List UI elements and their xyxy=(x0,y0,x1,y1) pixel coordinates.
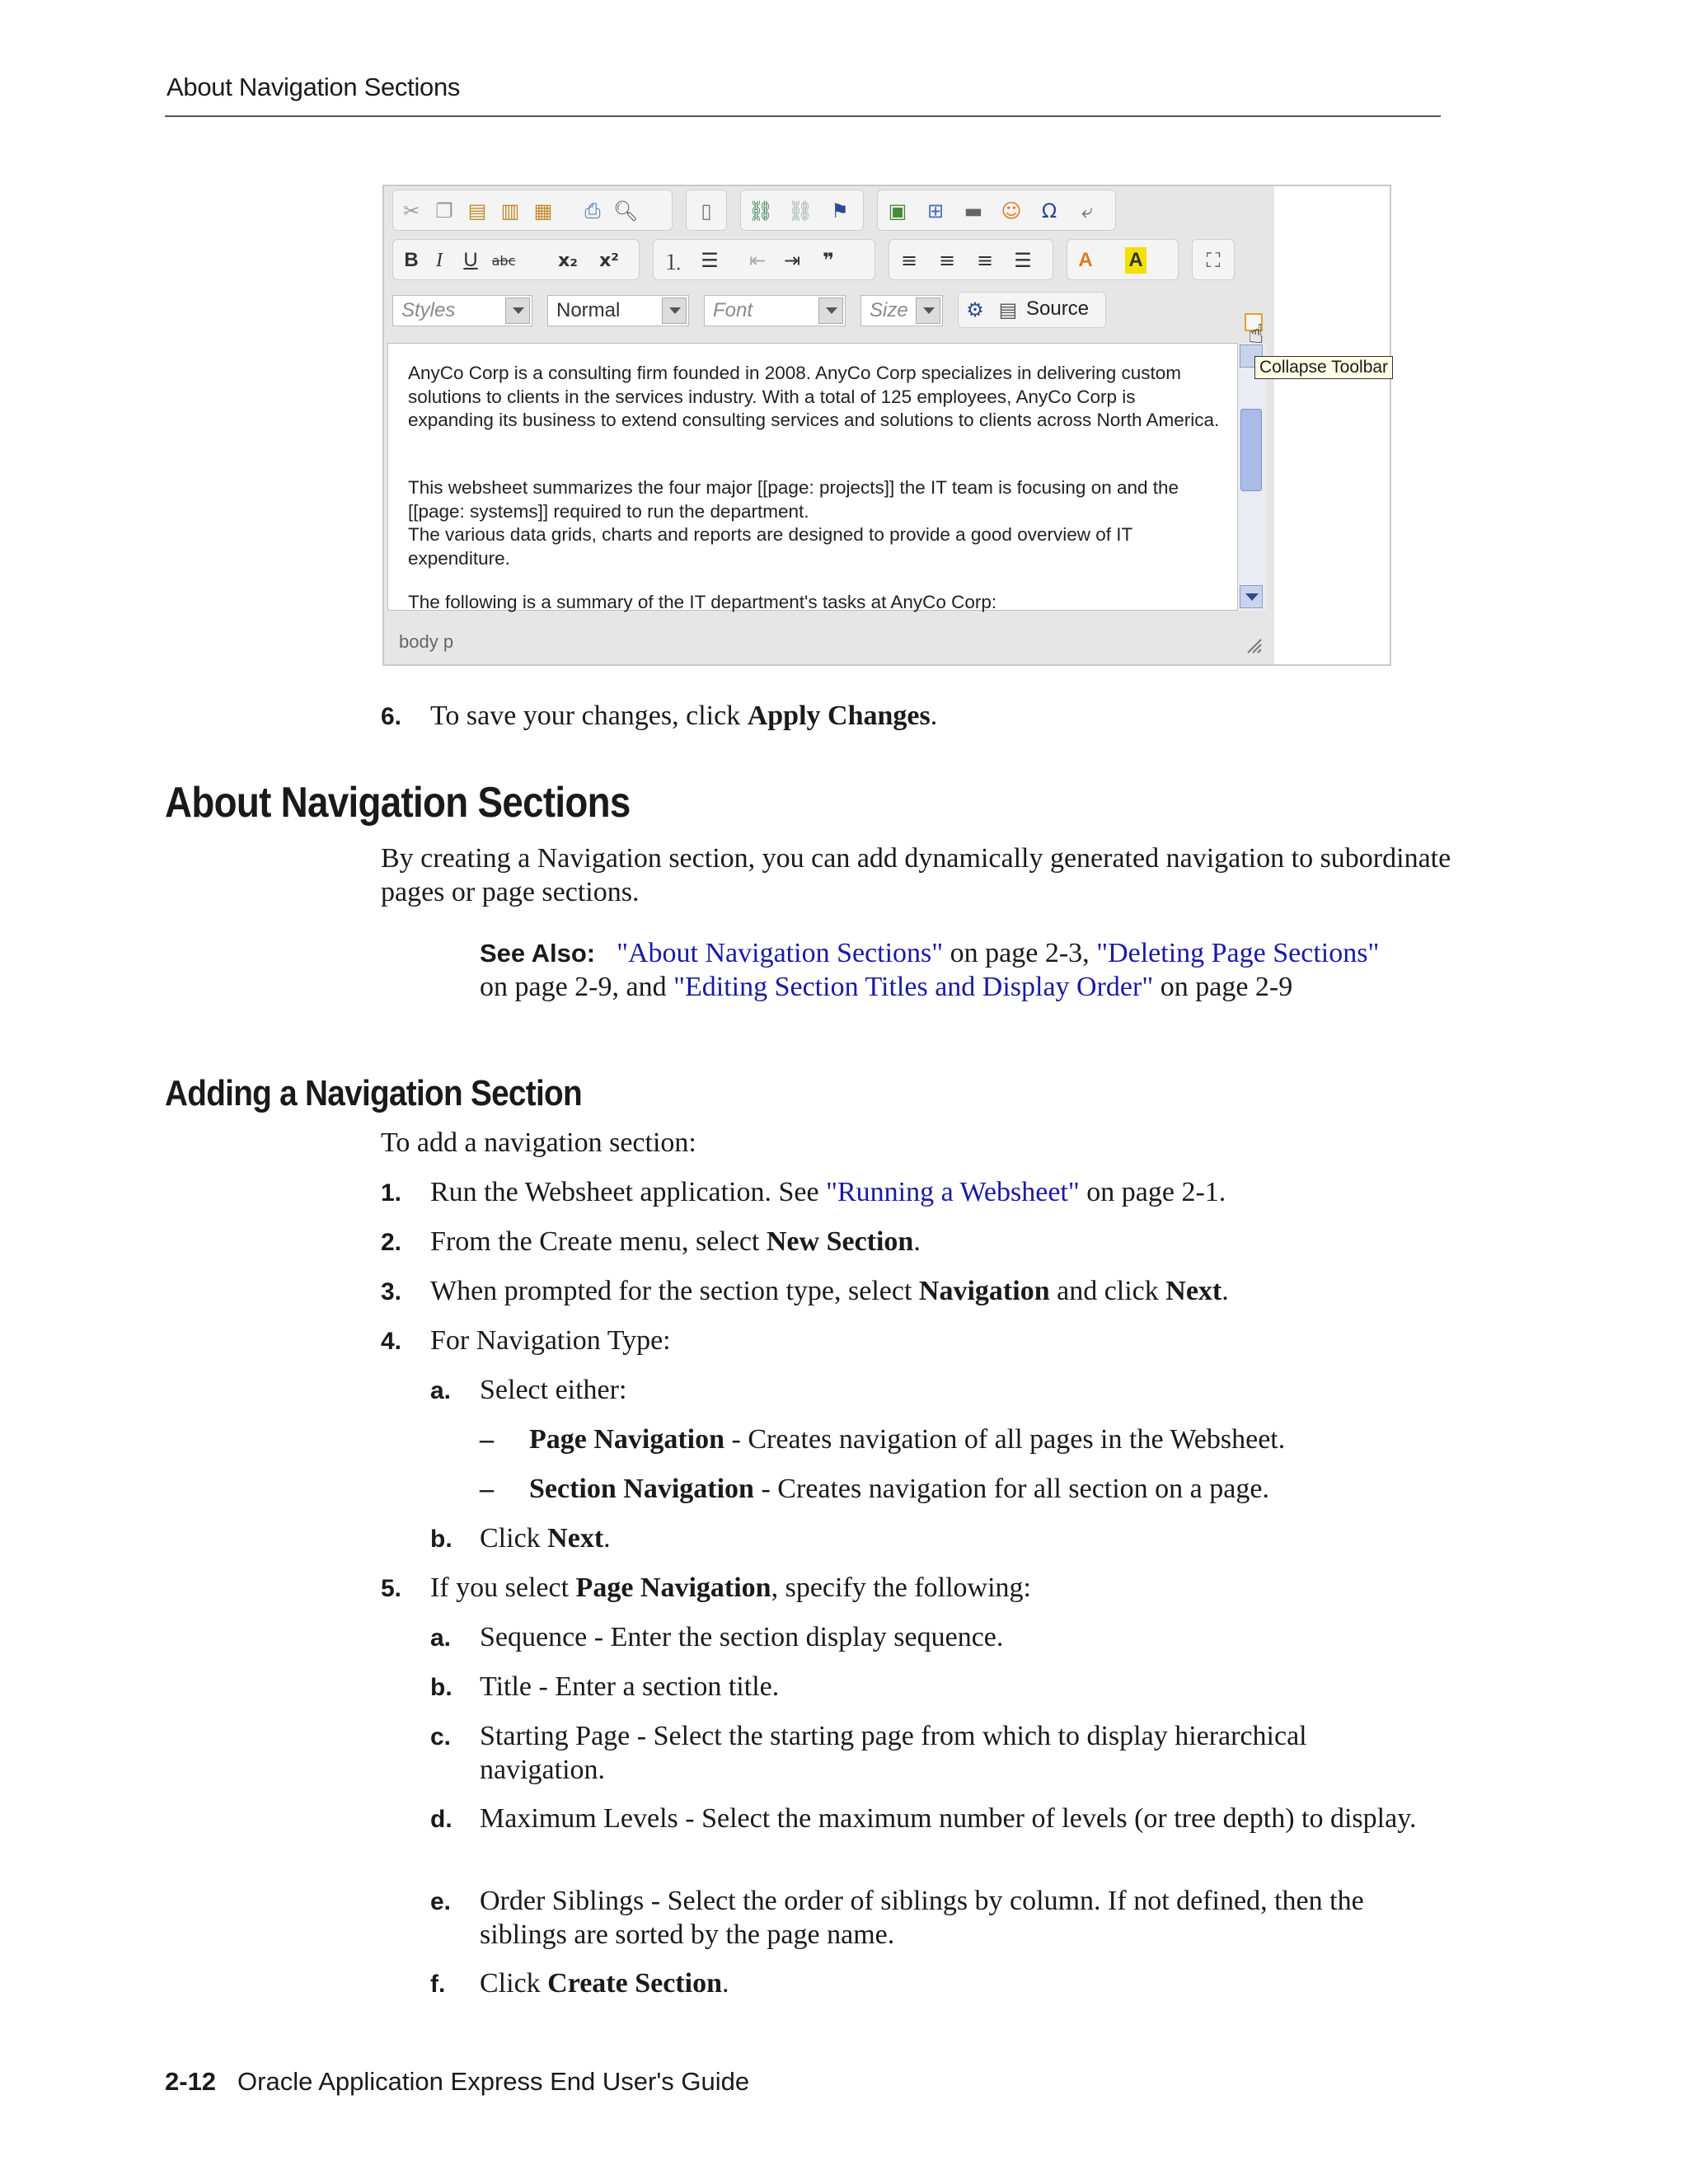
step-text: Run the Websheet application. See xyxy=(430,1177,827,1207)
option-text: - Creates navigation for all section on a page. xyxy=(753,1474,1269,1504)
link-group xyxy=(740,190,864,231)
content-paragraph-2b: The various data grids, charts and reports are designed to provide a good overview of IT expenditure. xyxy=(408,524,1132,569)
page-number: 2-12 xyxy=(165,2067,217,2096)
format-combo-label: Normal xyxy=(556,299,621,321)
option-bold: Page Navigation xyxy=(529,1424,725,1455)
subsection-heading: Adding a Navigation Section xyxy=(165,1073,582,1113)
blockquote-icon[interactable]: ❞ xyxy=(822,249,835,272)
content-scrollbar[interactable] xyxy=(1237,343,1266,611)
step-6-post: . xyxy=(930,701,938,731)
cut-icon[interactable]: ✂ xyxy=(402,199,420,223)
print-icon[interactable]: ⎙ xyxy=(584,199,601,223)
substep-5c-text: Starting Page - Select the starting page from which to display hierarchical navigation. xyxy=(480,1721,1307,1785)
substep-letter: a. xyxy=(430,1377,452,1404)
step-text: on page 2-1. xyxy=(1079,1177,1226,1207)
table-icon[interactable]: ⊞ xyxy=(926,199,945,223)
step-bold: Create Section xyxy=(547,1968,722,1999)
option-text: - Creates navigation of all pages in the Websheet. xyxy=(724,1424,1286,1455)
align-right-icon[interactable]: ≡ xyxy=(976,249,994,272)
step-number: 3. xyxy=(381,1278,402,1305)
paste-icon[interactable]: ▤ xyxy=(467,199,487,223)
preview-icon[interactable]: 🔍︎ xyxy=(612,199,639,223)
step-6-number: 6. xyxy=(381,703,402,730)
step-2-text xyxy=(430,1225,921,1258)
paste-text-icon[interactable]: ▥ xyxy=(500,199,520,223)
see-also-note xyxy=(480,936,1386,1004)
content-paragraph-2: This websheet summarizes the four major [[page: projects]] the IT team is focusing on and the [[page: systems]] required to run the department. xyxy=(408,477,1179,522)
styles-combo[interactable] xyxy=(392,295,532,326)
step-text: Click xyxy=(480,1968,548,1999)
step-1-text xyxy=(430,1175,1226,1209)
substep-letter: a. xyxy=(430,1624,452,1652)
unlink-icon[interactable]: ⛓ xyxy=(787,199,814,223)
link-running-a-websheet[interactable]: "Running a Websheet" xyxy=(826,1177,1080,1207)
editor-content-area[interactable] xyxy=(387,343,1238,611)
paste-word-icon[interactable]: ▦ xyxy=(533,199,553,223)
insert-group xyxy=(877,190,1116,231)
underline-icon[interactable]: U xyxy=(463,249,478,271)
section-intro: By creating a Navigation section, you can add dynamically generated navigation to subordinate pages or page sections. xyxy=(381,843,1451,907)
step-text: and click xyxy=(1049,1276,1166,1306)
rich-text-editor xyxy=(384,186,1389,664)
step-text: . xyxy=(913,1226,921,1257)
size-combo[interactable] xyxy=(860,295,943,326)
italic-icon[interactable]: I xyxy=(436,249,443,271)
collapse-toolbar-tooltip: Collapse Toolbar xyxy=(1254,356,1393,379)
step-text: . xyxy=(721,1968,729,1999)
step-text: When prompted for the section type, select xyxy=(430,1276,919,1306)
step-text: . xyxy=(1221,1276,1229,1306)
step-bold: Page Navigation xyxy=(575,1572,771,1603)
substep-5a-text: Sequence - Enter the section display sequence. xyxy=(480,1622,1004,1652)
bg-color-icon[interactable]: A xyxy=(1125,247,1146,274)
step-number: 2. xyxy=(381,1229,402,1256)
size-combo-label: Size xyxy=(870,299,908,321)
step-text: , specify the following: xyxy=(771,1572,1031,1603)
outdent-icon[interactable]: ⇤ xyxy=(748,249,767,272)
templates-group xyxy=(686,190,727,231)
align-group xyxy=(889,239,1053,280)
align-left-icon[interactable]: ≡ xyxy=(900,249,918,272)
special-char-icon[interactable]: Ω xyxy=(1041,199,1057,223)
source-group xyxy=(958,292,1106,328)
superscript-icon[interactable]: x² xyxy=(599,250,619,271)
book-title: Oracle Application Express End User's Guide xyxy=(237,2067,750,2096)
option-section-navigation xyxy=(529,1472,1269,1506)
subsection-intro: To add a navigation section: xyxy=(381,1127,696,1158)
content-paragraph-1: AnyCo Corp is a consulting firm founded in 2008. AnyCo Corp specializes in delivering custom solutions to clients in the services industry. With a total of 125 employees, AnyCo Corp is expanding its business to extend consulting services and solutions to clients across North America. xyxy=(408,363,1220,430)
text-color-icon[interactable]: A xyxy=(1078,249,1093,271)
subscript-icon[interactable]: x₂ xyxy=(558,250,578,271)
step-4-text: For Navigation Type: xyxy=(430,1325,671,1356)
align-center-icon[interactable]: ≡ xyxy=(938,249,956,272)
see-also-mid-1: on page 2-3, xyxy=(943,938,1097,968)
chevron-down-icon xyxy=(505,298,530,324)
substep-5e-text: Order Siblings - Select the order of siblings by column. If not defined, then the siblings are sorted by the page name. xyxy=(480,1886,1364,1950)
dash-bullet: – xyxy=(480,1474,494,1504)
templates-icon[interactable]: ▯ xyxy=(701,199,712,223)
step-6-text xyxy=(430,699,937,733)
step-bold: Next xyxy=(1165,1276,1222,1306)
content-paragraph-3: The following is a summary of the IT department's tasks at AnyCo Corp: xyxy=(408,592,997,612)
substep-4b-text xyxy=(480,1521,611,1555)
header-rule xyxy=(165,115,1441,117)
substep-letter: d. xyxy=(430,1806,452,1833)
see-also-end: on page 2-9 xyxy=(1153,972,1293,1002)
step-6-pre: To save your changes, click xyxy=(430,701,748,731)
color-group xyxy=(1067,239,1179,280)
page-break-icon[interactable]: ⤶ xyxy=(1081,199,1093,223)
substep-5b-text: Title - Enter a section title. xyxy=(480,1671,780,1702)
scroll-thumb[interactable] xyxy=(1240,409,1262,491)
basic-styles-group xyxy=(392,239,640,280)
bold-icon[interactable]: B xyxy=(404,249,419,271)
step-text: If you select xyxy=(430,1572,576,1603)
step-text: Click xyxy=(480,1523,548,1554)
step-5-text xyxy=(430,1571,1031,1605)
link-deleting-page-sections[interactable]: "Deleting Page Sections" xyxy=(1096,938,1380,968)
link-icon[interactable]: ⛓ xyxy=(748,199,774,223)
see-also-mid-2: on page 2-9, and xyxy=(480,972,674,1002)
link-editing-section-titles[interactable]: "Editing Section Titles and Display Order" xyxy=(673,972,1154,1002)
chevron-down-icon xyxy=(818,298,843,324)
editor-screenshot xyxy=(382,185,1391,666)
substep-5d-text: Maximum Levels - Select the maximum number of levels (or tree depth) to display. xyxy=(480,1803,1417,1834)
maximize-icon[interactable]: ⛶ xyxy=(1206,249,1221,272)
list-group xyxy=(653,239,875,280)
link-about-navigation-sections[interactable]: "About Navigation Sections" xyxy=(617,938,944,968)
scroll-down-button[interactable] xyxy=(1240,585,1263,608)
step-text: From the Create menu, select xyxy=(430,1226,767,1257)
anchor-icon[interactable]: ⚑ xyxy=(831,199,849,223)
show-blocks-icon[interactable]: ⚙ xyxy=(966,298,984,321)
option-page-navigation xyxy=(529,1422,1285,1456)
maximize-group xyxy=(1192,239,1235,280)
page-footer xyxy=(165,2067,749,2097)
dash-bullet: – xyxy=(480,1424,494,1455)
running-header: About Navigation Sections xyxy=(166,73,461,101)
chevron-down-icon xyxy=(662,298,687,324)
see-also-label: See Also: xyxy=(480,939,596,968)
source-icon[interactable]: ▤ xyxy=(998,298,1018,321)
step-3-text xyxy=(430,1274,1229,1308)
substep-4a-text: Select either: xyxy=(480,1375,627,1405)
step-bold: Navigation xyxy=(918,1276,1050,1306)
font-combo-label: Font xyxy=(713,299,753,321)
align-justify-icon[interactable]: ☰ xyxy=(1014,249,1032,272)
format-combo[interactable] xyxy=(547,295,689,326)
section-heading: About Navigation Sections xyxy=(165,779,631,827)
element-path-bar: body p xyxy=(399,631,454,652)
substep-letter: e. xyxy=(430,1888,452,1915)
resize-grip-icon[interactable] xyxy=(1245,636,1263,654)
styles-combo-label: Styles xyxy=(401,299,456,321)
substep-letter: f. xyxy=(430,1971,446,1998)
copy-icon[interactable]: ❐ xyxy=(435,199,453,223)
indent-icon[interactable]: ⇥ xyxy=(783,249,801,272)
clipboard-group xyxy=(392,190,673,231)
step-text: . xyxy=(603,1523,611,1554)
substep-5f-text xyxy=(480,1966,729,2000)
step-number: 4. xyxy=(381,1328,402,1355)
numbered-list-icon[interactable]: ⒈ xyxy=(663,251,683,274)
option-bold: Section Navigation xyxy=(529,1474,754,1504)
bullet-list-icon[interactable]: ☰ xyxy=(701,249,719,272)
font-combo[interactable] xyxy=(704,295,846,326)
smiley-icon[interactable]: ☺ xyxy=(1001,199,1022,223)
step-bold: New Section xyxy=(766,1226,914,1257)
substep-letter: b. xyxy=(430,1674,452,1701)
image-icon[interactable]: ▣ xyxy=(888,199,907,223)
step-bold: Next xyxy=(547,1523,604,1554)
apply-changes-label: Apply Changes xyxy=(747,701,931,731)
source-button-label[interactable]: Source xyxy=(1026,298,1090,320)
hand-cursor-icon: ☝ xyxy=(1248,318,1264,349)
strike-icon[interactable]: abc xyxy=(491,252,516,269)
step-number: 1. xyxy=(381,1179,402,1207)
step-number: 5. xyxy=(381,1575,402,1602)
substep-letter: c. xyxy=(430,1723,452,1750)
chevron-down-icon xyxy=(916,298,940,324)
horizontal-rule-icon[interactable]: ▬ xyxy=(964,199,983,223)
substep-letter: b. xyxy=(430,1526,452,1553)
